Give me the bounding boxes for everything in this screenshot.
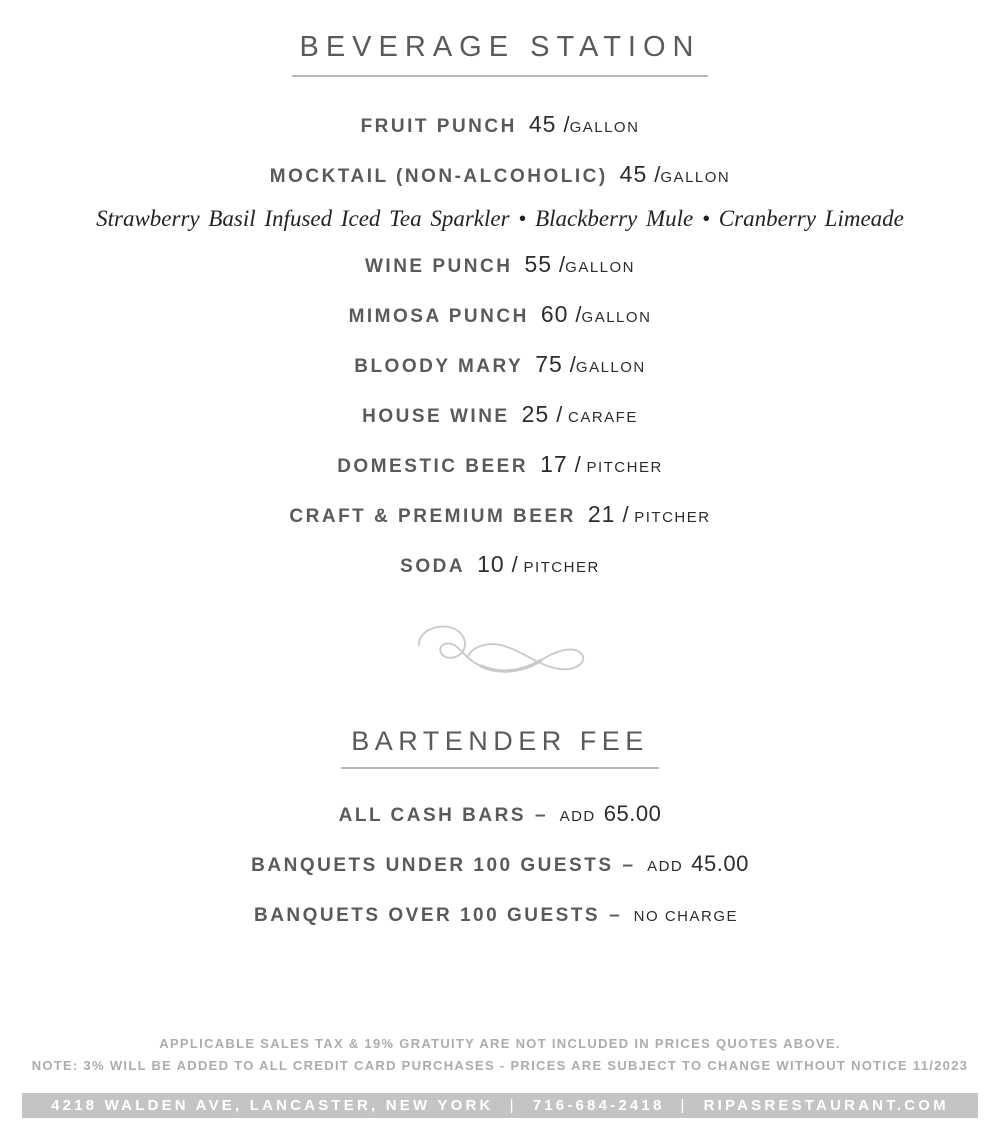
menu-item-unit: GALLON [569,119,640,136]
pipe-separator: | [680,1097,688,1114]
menu-item-price: 17 [540,451,568,477]
menu-item-name: CRAFT & PREMIUM BEER [289,506,576,527]
restaurant-address: 4218 WALDEN AVE, LANCASTER, NEW YORK [51,1097,494,1114]
restaurant-website: RIPASRESTAURANT.COM [703,1097,949,1114]
menu-item-price: 21 [587,501,616,527]
flourish-icon [405,617,595,685]
menu-item-domestic-beer [0,439,1000,489]
menu-item-craft-premium-beer [0,489,1000,539]
menu-item-mimosa-punch [0,289,1000,339]
menu-item-price: 10 [477,551,505,577]
price-unit-separator: / [569,352,576,377]
fee-item-banquets-under-100 [0,839,1000,889]
credit-card-note: NOTE: 3% WILL BE ADDED TO ALL CREDIT CARD PURCHASES - PRICES ARE SUBJECT TO CHANGE WITHOUT NOTICE 11/2023 [31,1058,969,1073]
contact-footer-bar [22,1093,978,1118]
menu-item-price: 75 [535,351,563,377]
menu-item-name: BLOODY MARY [354,356,524,377]
menu-item-price: 45 [528,111,557,137]
fee-item-label: BANQUETS OVER 100 GUESTS [253,905,601,926]
menu-item-name: SODA [400,556,466,577]
bartender-section-header [0,725,1000,769]
menu-item-name: HOUSE WINE [362,406,510,427]
menu-item-unit: GALLON [575,359,646,376]
fee-item-qualifier: ADD [559,808,596,825]
price-unit-separator: / [511,552,518,577]
menu-item-price: 45 [619,161,648,187]
dash-separator: – [609,905,621,926]
price-unit-separator: / [556,402,563,427]
price-unit-separator: / [575,302,582,327]
menu-item-unit: GALLON [660,169,731,186]
fee-item-label: ALL CASH BARS [338,805,526,826]
menu-item-unit: PITCHER [628,509,711,526]
menu-item-bloody-mary [0,339,1000,389]
fee-item-qualifier: NO CHARGE [633,908,739,925]
fee-item-banquets-over-100 [0,889,1000,939]
menu-item-wine-punch [0,239,1000,289]
beverage-section-header [0,0,1000,77]
dash-separator: – [535,805,547,826]
price-unit-separator: / [654,162,661,187]
menu-item-unit: GALLON [581,309,652,326]
menu-item-fruit-punch [0,99,1000,149]
menu-item-unit: GALLON [565,259,636,276]
menu-item-mocktail [0,149,1000,199]
fee-item-amount: 65.00 [603,801,662,826]
menu-item-house-wine [0,389,1000,439]
menu-item-price: 25 [521,401,550,427]
dash-separator: – [622,855,635,876]
bartender-fee-list [0,789,1000,939]
fee-item-amount: 45.00 [691,851,749,876]
divider-ornament [0,603,1000,699]
tax-gratuity-note: APPLICABLE SALES TAX & 19% GRATUITY ARE NOT INCLUDED IN PRICES QUOTES ABOVE. [159,1036,841,1051]
fee-item-qualifier: ADD [647,858,684,875]
pipe-separator: | [509,1097,517,1114]
menu-item-soda [0,539,1000,589]
beverage-section-title: BEVERAGE STATION [292,30,709,77]
menu-item-price: 55 [524,251,553,277]
menu-item-price: 60 [540,301,569,327]
fee-item-label: BANQUETS UNDER 100 GUESTS [251,855,614,876]
price-unit-separator: / [574,452,581,477]
menu-item-name: DOMESTIC BEER [337,456,529,477]
fee-item-cash-bars [0,789,1000,839]
menu-item-unit: PITCHER [580,459,663,476]
price-unit-separator: / [559,252,566,277]
menu-item-unit: CARAFE [562,409,638,426]
menu-item-name: MOCKTAIL (NON-ALCOHOLIC) [269,166,608,187]
menu-item-name: FRUIT PUNCH [360,116,517,137]
menu-item-name: MIMOSA PUNCH [348,306,529,327]
bartender-section-title: BARTENDER FEE [341,725,659,769]
restaurant-phone: 716-684-2418 [532,1097,665,1114]
fine-print-notes [0,1033,1000,1077]
menu-item-unit: PITCHER [517,559,600,576]
menu-item-name: WINE PUNCH [364,256,513,277]
beverage-menu-list [0,99,1000,589]
mocktail-flavors-list: Strawberry Basil Infused Iced Tea Sparkler • Blackberry Mule • Cranberry Limeade [96,206,904,231]
price-unit-separator: / [622,502,629,527]
price-unit-separator: / [563,112,570,137]
